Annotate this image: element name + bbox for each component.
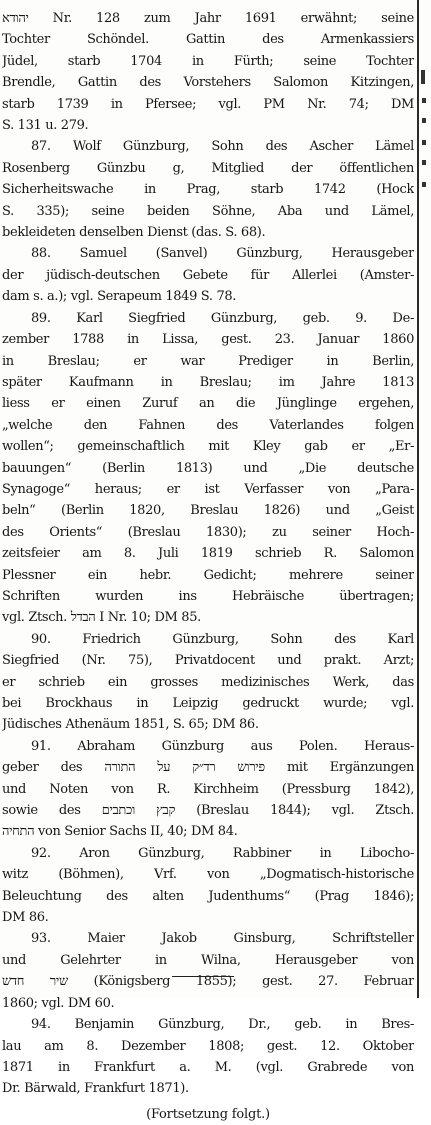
text-line: 1860; vgl. DM 60. bbox=[2, 995, 115, 1011]
text-line: später Kaufmann in Breslau; im Jahre 1813 bbox=[2, 374, 414, 390]
text-line: Sicherheitswache in Prag, starb 1742 (Hock bbox=[2, 182, 414, 198]
text-line: lau am 8. Dezember 1808; gest. 12. Oktober bbox=[2, 1038, 414, 1054]
text-line: Synagoge“ heraus; er ist Verfasser von „Para- bbox=[2, 481, 414, 497]
text-line: in Breslau; er war Prediger in Berlin, bbox=[2, 353, 414, 369]
text-line: Schriften wurden ins Hebräische übertragen; bbox=[2, 588, 414, 604]
text-line: Siegfried (Nr. 75), Privatdocent und prakt. Arzt; bbox=[2, 653, 414, 669]
edge-glyph bbox=[422, 140, 426, 145]
text-line: Jüdel, starb 1704 in Fürth; seine Tochter bbox=[2, 53, 414, 69]
text-line: Jüdisches Athenäum 1851, S. 65; DM 86. bbox=[2, 717, 259, 733]
continuation-note: (Fortsetzung folgt.) bbox=[146, 1106, 270, 1122]
edge-glyph bbox=[422, 182, 426, 187]
text-line: Plessner ein hebr. Gedicht; mehrere seiner bbox=[2, 567, 414, 583]
edge-glyph bbox=[422, 118, 426, 123]
text-line: und Noten von R. Kirchheim (Pressburg 1842), bbox=[2, 781, 414, 797]
text-line: 91. Abraham Günzburg aus Polen. Heraus- bbox=[31, 738, 414, 754]
text-line: Brendle, Gattin des Vorstehers Salomon Kitzingen, bbox=[2, 75, 414, 91]
text-line: zember 1788 in Lissa, gest. 23. Januar 1860 bbox=[2, 332, 414, 348]
text-line: zeitsfeier am 8. Juli 1819 schrieb R. Salomon bbox=[2, 546, 414, 562]
text-line: dam s. a.); vgl. Serapeum 1849 S. 78. bbox=[2, 289, 237, 305]
text-line: beln“ (Berlin 1820, Breslau 1826) und „Geist bbox=[2, 503, 414, 519]
edge-glyph bbox=[421, 70, 425, 84]
text-line: התחיה von Senior Sachs II, 40; DM 84. bbox=[2, 824, 238, 840]
text-line: DM 86. bbox=[2, 910, 49, 926]
footer-rule bbox=[172, 976, 234, 977]
adjacent-column-fragment bbox=[418, 40, 431, 240]
text-line: sowie des קבץ וכתבים (Breslau 1844); vgl. Ztsch. bbox=[2, 803, 414, 819]
text-line: bei Brockhaus in Leipzig gedruckt wurde; vgl. bbox=[2, 696, 414, 711]
edge-glyph bbox=[422, 160, 426, 165]
text-line: 1871 in Frankfurt a. M. (vgl. Grabrede von bbox=[2, 1059, 414, 1075]
text-line: und Gelehrter in Wilna, Herausgeber von bbox=[2, 952, 414, 968]
text-line: 88. Samuel (Sanvel) Günzburg, Herausgeber bbox=[31, 246, 414, 262]
text-line: 94. Benjamin Günzburg, Dr., geb. in Bres- bbox=[31, 1017, 414, 1033]
text-line: 89. Karl Siegfried Günzburg, geb. 9. De- bbox=[31, 310, 414, 326]
text-line: liess er einen Zuruf an die Jünglinge ergehen, bbox=[2, 396, 414, 412]
text-line: Beleuchtung des alten Judenthums“ (Prag 1846); bbox=[2, 888, 414, 904]
text-line: „welche den Fahnen des Vaterlandes folgen bbox=[2, 417, 414, 433]
text-line: Tochter Schöndel. Gattin des Armenkassiers bbox=[2, 32, 414, 48]
text-line: Rosenberg Günzbu g, Mitglied der öffentlichen bbox=[2, 160, 414, 176]
text-line: vgl. Ztsch. הבדל I Nr. 10; DM 85. bbox=[2, 610, 201, 626]
text-line: 87. Wolf Günzburg, Sohn des Ascher Lämel bbox=[31, 139, 414, 155]
text-line: יהודא Nr. 128 zum Jahr 1691 erwähnt; seine bbox=[2, 11, 414, 26]
text-line: witz (Böhmen), Vrf. von „Dogmatisch-historische bbox=[2, 867, 414, 883]
text-line: der jüdisch-deutschen Gebete für Allerlei (Amster- bbox=[2, 267, 414, 283]
text-line: שיר חדש (Königsberg 1855); gest. 27. Februar bbox=[2, 974, 414, 990]
text-line: starb 1739 in Pfersee; vgl. PM Nr. 74; DM bbox=[2, 96, 414, 112]
edge-glyph bbox=[422, 98, 426, 103]
text-line: bauungen“ (Berlin 1813) und „Die deutsche bbox=[2, 460, 414, 476]
text-line: S. 335); seine beiden Söhne, Aba und Lämel, bbox=[2, 203, 414, 219]
text-line: 90. Friedrich Günzburg, Sohn des Karl bbox=[31, 631, 414, 647]
text-line: geber des פירוש רד״ק על התורה mit Ergänzungen bbox=[2, 760, 414, 776]
text-line: S. 131 u. 279. bbox=[2, 118, 89, 134]
text-line: Dr. Bärwald, Frankfurt 1871). bbox=[2, 1081, 189, 1097]
text-line: 92. Aron Günzburg, Rabbiner in Libocho- bbox=[31, 845, 414, 861]
text-line: 93. Maier Jakob Ginsburg, Schriftsteller bbox=[31, 931, 414, 947]
text-line: er schrieb ein grosses medizinisches Werk, das bbox=[2, 674, 414, 690]
text-line: bekleideten denselben Dienst (das. S. 68). bbox=[2, 225, 266, 241]
text-line: wollen“; gemeinschaftlich mit Kley gab er „Er- bbox=[2, 439, 414, 455]
text-column bbox=[2, 8, 414, 1125]
text-line: des Orients“ (Breslau 1830); zu seiner Hoch- bbox=[2, 524, 414, 540]
